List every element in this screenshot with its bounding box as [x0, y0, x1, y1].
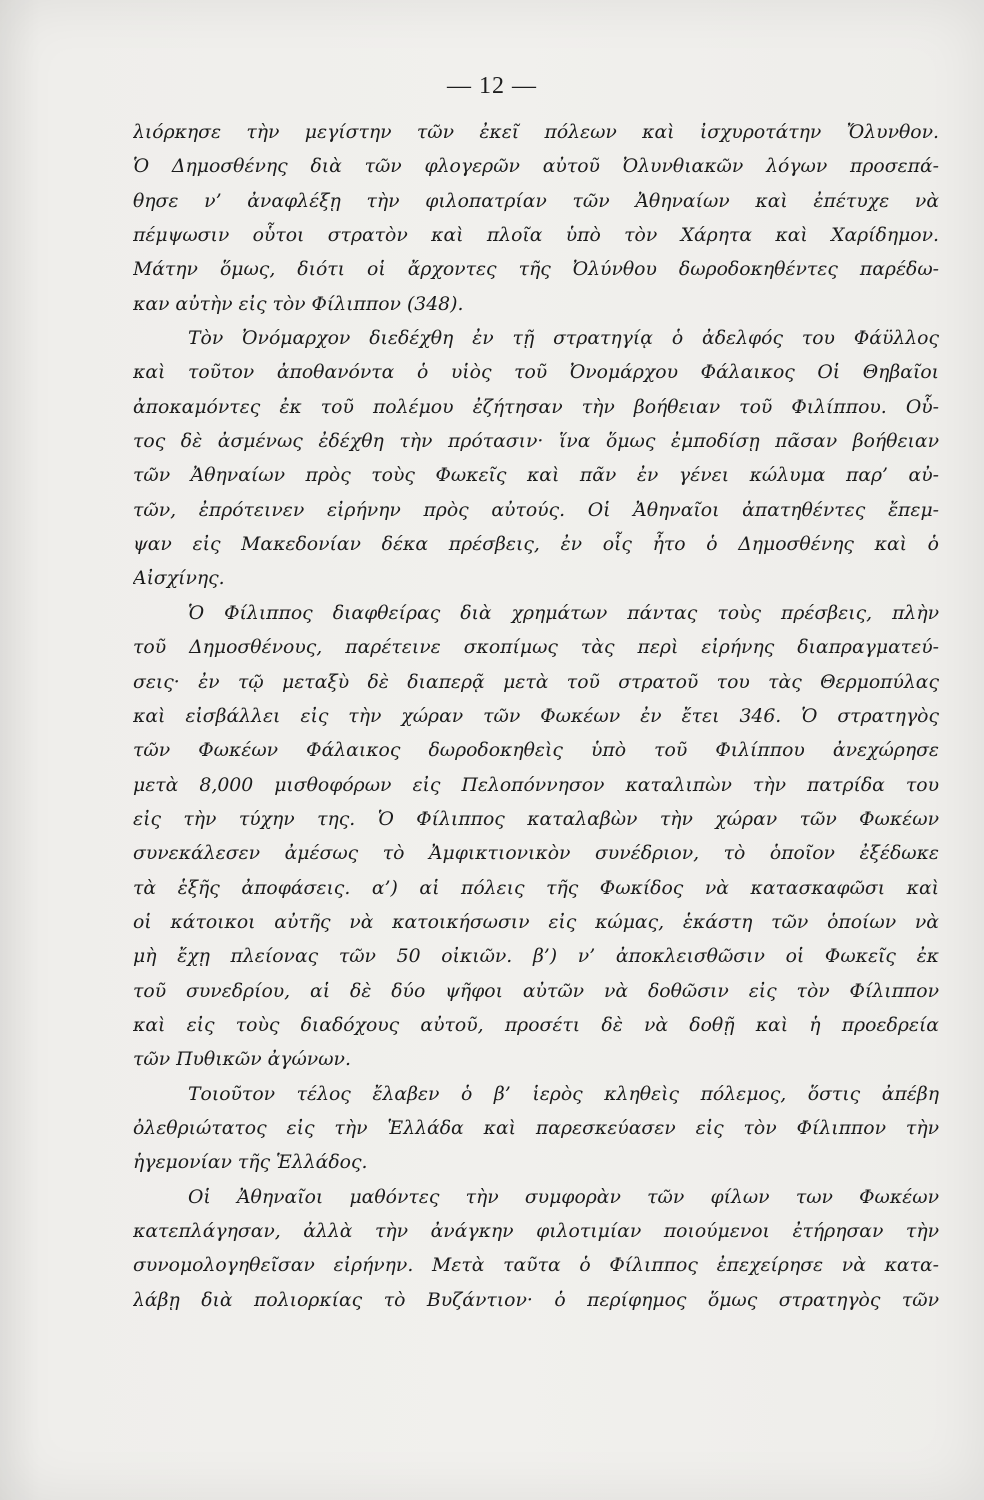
text-line: εἰς τὴν τύχην της. Ὁ Φίλιππος καταλαβὼν τὴν χώραν τῶν Φωκέων: [133, 808, 939, 830]
text-line: Ὁ Δημοσθένης διὰ τῶν φλογερῶν αὐτοῦ Ὀλυνθιακῶν λόγων προσεπά-: [133, 156, 939, 178]
text-line: πέμψωσιν οὗτοι στρατὸν καὶ πλοῖα ὑπὸ τὸν Χάρητα καὶ Χαρίδημον.: [133, 225, 939, 247]
text-line: μὴ ἔχῃ πλείονας τῶν 50 οἰκιῶν. β’) ν’ ἀποκλεισθῶσιν οἱ Φωκεῖς ἐκ: [133, 946, 939, 968]
text-line: τοῦ συνεδρίου, αἱ δὲ δύο ψῆφοι αὐτῶν νὰ δοθῶσιν εἰς τὸν Φίλιππον: [133, 980, 939, 1002]
paragraph: [133, 597, 939, 1078]
text-line: ψαν εἰς Μακεδονίαν δέκα πρέσβεις, ἐν οἷς ἦτο ὁ Δημοσθένης καὶ ὁ: [133, 534, 939, 556]
text-line: τος δὲ ἀσμένως ἐδέχθη τὴν πρότασιν· ἵνα ὅμως ἐμποδίσῃ πᾶσαν βοήθειαν: [133, 431, 939, 453]
text-line: θησε ν’ ἀναφλέξῃ τὴν φιλοπατρίαν τῶν Ἀθηναίων καὶ ἐπέτυχε νὰ: [133, 190, 939, 212]
page-number: — 12 —: [447, 73, 537, 99]
text-line: καὶ τοῦτον ἀποθανόντα ὁ υἱὸς τοῦ Ὀνομάρχου Φάλαικος Οἱ Θηβαῖοι: [133, 362, 939, 384]
text-line: ὀλεθριώτατος εἰς τὴν Ἑλλάδα καὶ παρεσκεύασεν εἰς τὸν Φίλιππον τὴν: [133, 1117, 939, 1139]
text-line: Οἱ Ἀθηναῖοι μαθόντες τὴν συμφορὰν τῶν φίλων των Φωκέων: [188, 1186, 939, 1208]
text-line: Τοιοῦτον τέλος ἔλαβεν ὁ β’ ἱερὸς κληθεὶς πόλεμος, ὅστις ἀπέβη: [188, 1083, 939, 1105]
text-line: Τὸν Ὀνόμαρχον διεδέχθη ἐν τῇ στρατηγίᾳ ὁ ἀδελφός του Φάϋλλος: [188, 328, 939, 350]
text-line: τῶν Φωκέων Φάλαικος δωροδοκηθεὶς ὑπὸ τοῦ Φιλίππου ἀνεχώρησε: [133, 740, 939, 762]
text-line: τῶν, ἐπρότεινεν εἰρήνην πρὸς αὐτούς. Οἱ Ἀθηναῖοι ἀπατηθέντες ἔπεμ-: [133, 499, 939, 521]
text-line: οἱ κάτοικοι αὐτῆς νὰ κατοικήσωσιν εἰς κώμας, ἑκάστη τῶν ὁποίων νὰ: [133, 911, 939, 933]
text-line: συνεκάλεσεν ἀμέσως τὸ Ἀμφικτιονικὸν συνέδριον, τὸ ὁποῖον ἐξέδωκε: [133, 843, 939, 865]
text-line: λιόρκησε τὴν μεγίστην τῶν ἐκεῖ πόλεων καὶ ἰσχυροτάτην Ὄλυνθον.: [133, 122, 939, 143]
paragraph: [133, 116, 939, 322]
text-line: τῶν Ἀθηναίων πρὸς τοὺς Φωκεῖς καὶ πᾶν ἐν γένει κώλυμα παρ’ αὐ-: [133, 465, 939, 487]
text-line: τοῦ Δημοσθένους, παρέτεινε σκοπίμως τὰς περὶ εἰρήνης διαπραγματεύ-: [133, 637, 939, 659]
text-line: σεις· ἐν τῷ μεταξὺ δὲ διαπερᾷ μετὰ τοῦ στρατοῦ του τὰς Θερμοπύλας: [133, 671, 939, 693]
text-line: Μάτην ὅμως, διότι οἱ ἄρχοντες τῆς Ὀλύνθου δωροδοκηθέντες παρέδω-: [133, 259, 939, 281]
text-line: Ὁ Φίλιππος διαφθείρας διὰ χρημάτων πάντας τοὺς πρέσβεις, πλὴν: [188, 602, 939, 624]
text-line: συνομολογηθεῖσαν εἰρήνην. Μετὰ ταῦτα ὁ Φίλιππος ἐπεχείρησε νὰ κατα-: [133, 1255, 939, 1277]
paragraph: [133, 1078, 939, 1181]
text-line: μετὰ 8,000 μισθοφόρων εἰς Πελοπόννησον καταλιπὼν τὴν πατρίδα του: [133, 774, 939, 796]
text-line: καὶ εἰς τοὺς διαδόχους αὐτοῦ, προσέτι δὲ νὰ δοθῇ καὶ ἡ προεδρεία: [133, 1014, 939, 1036]
paragraph: [133, 322, 939, 597]
text-line: ἡγεμονίαν τῆς Ἑλλάδος.: [133, 1152, 368, 1174]
body-text: [133, 116, 939, 1318]
text-line: λάβῃ διὰ πολιορκίας τὸ Βυζάντιον· ὁ περίφημος ὅμως στρατηγὸς τῶν: [133, 1289, 939, 1311]
text-line: τῶν Πυθικῶν ἀγώνων.: [133, 1049, 351, 1071]
text-line: καὶ εἰσβάλλει εἰς τὴν χώραν τῶν Φωκέων ἐν ἔτει 346. Ὁ στρατηγὸς: [133, 705, 939, 727]
paragraph: [133, 1181, 939, 1318]
text-line: καν αὐτὴν εἰς τὸν Φίλιππον (348).: [133, 293, 464, 315]
text-line: ἀποκαμόντες ἐκ τοῦ πολέμου ἐζήτησαν τὴν βοήθειαν τοῦ Φιλίππου. Οὗ-: [133, 396, 939, 418]
text-line: τὰ ἑξῆς ἀποφάσεις. α’) αἱ πόλεις τῆς Φωκίδος νὰ κατασκαφῶσι καὶ: [133, 877, 939, 899]
text-line: Αἰσχίνης.: [133, 568, 225, 590]
text-line: κατεπλάγησαν, ἀλλὰ τὴν ἀνάγκην φιλοτιμίαν ποιούμενοι ἐτήρησαν τὴν: [133, 1221, 939, 1242]
